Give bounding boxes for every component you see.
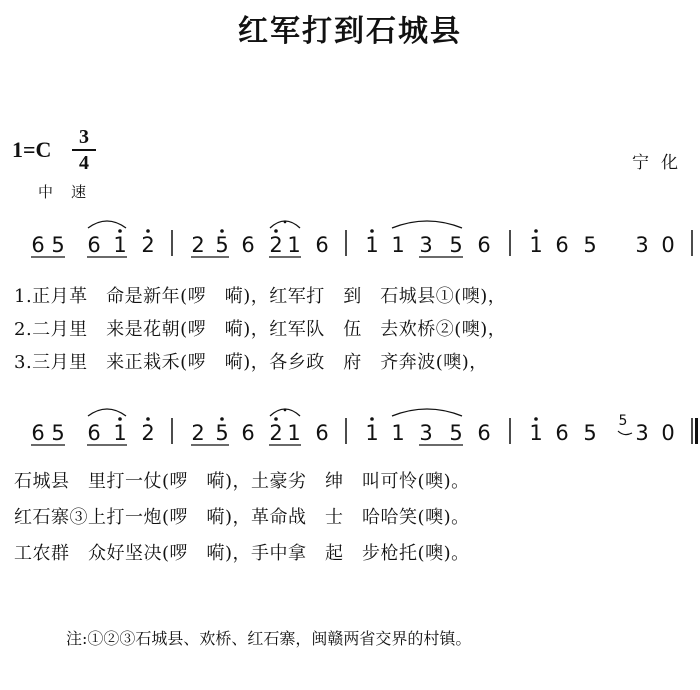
time-signature-bottom: 4 <box>79 152 89 174</box>
note: 2 <box>191 233 205 257</box>
note: 0 <box>661 421 675 445</box>
note: 5 <box>215 421 229 445</box>
note: 1 <box>287 421 301 445</box>
note: 5 <box>51 233 65 257</box>
note: 6 <box>241 233 255 257</box>
note: 1 <box>529 421 543 445</box>
octave-dot <box>118 229 122 233</box>
key-signature: 1=C <box>12 137 52 162</box>
octave-dot <box>534 417 538 421</box>
note: 1 <box>113 421 127 445</box>
note: 5 <box>583 233 597 257</box>
note: 1 <box>365 233 379 257</box>
octave-dot <box>370 229 374 233</box>
slur <box>392 409 462 416</box>
note: 1 <box>365 421 379 445</box>
grace-note: 5 <box>618 413 628 429</box>
slur <box>392 221 462 228</box>
octave-dot <box>534 229 538 233</box>
note: 6 <box>477 421 491 445</box>
octave-dot <box>146 417 150 421</box>
slur <box>88 409 126 416</box>
note: 5 <box>51 421 65 445</box>
octave-dot <box>220 417 224 421</box>
octave-dot <box>220 229 224 233</box>
tempo-marking: 中速 <box>38 183 105 201</box>
note: 6 <box>31 421 45 445</box>
note: 3 <box>635 233 649 257</box>
note: 2 <box>141 233 155 257</box>
note: 5 <box>449 233 463 257</box>
note: 1 <box>287 233 301 257</box>
note: 5 <box>449 421 463 445</box>
lyric-line: 工农群 众好坚决(啰 嗬)，手中拿 起 步枪托(噢)。 <box>14 543 470 564</box>
lyric-line: 1.正月革 命是新年(啰 嗬)，红军打 到 石城县①(噢)， <box>14 286 507 307</box>
note: 3 <box>419 233 433 257</box>
song-title: 红军打到石城县 <box>238 14 462 49</box>
note: 1 <box>529 233 543 257</box>
octave-dot <box>274 417 278 421</box>
grace-slur <box>618 431 632 435</box>
note: 2 <box>191 421 205 445</box>
note: 3 <box>635 421 649 445</box>
note: 1 <box>391 421 405 445</box>
fermata-dot <box>284 221 287 224</box>
note: 6 <box>87 421 101 445</box>
octave-dot <box>370 417 374 421</box>
time-signature-top: 3 <box>79 126 89 148</box>
fermata-dot <box>284 409 287 412</box>
note: 6 <box>241 421 255 445</box>
note: 3 <box>419 421 433 445</box>
lyric-line: 红石寨③上打一炮(啰 嗬)，革命战 士 哈哈笑(噢)。 <box>14 507 470 528</box>
composer-credit: 宁化 <box>632 153 690 173</box>
note: 6 <box>31 233 45 257</box>
note: 5 <box>215 233 229 257</box>
lyric-line: 2.二月里 来是花朝(啰 嗬)，红军队 伍 去欢桥②(噢)， <box>14 319 507 340</box>
note: 6 <box>87 233 101 257</box>
final-barline <box>695 418 698 444</box>
note: 2 <box>141 421 155 445</box>
octave-dot <box>274 229 278 233</box>
note: 0 <box>661 233 675 257</box>
footnote: 注:①②③石城县、欢桥、红石寨，闽赣两省交界的村镇。 <box>66 629 472 648</box>
note: 2 <box>269 233 283 257</box>
note: 5 <box>583 421 597 445</box>
note: 6 <box>555 421 569 445</box>
note: 6 <box>315 421 329 445</box>
lyric-line: 石城县 里打一仗(啰 嗬)，土豪劣 绅 叫可怜(噢)。 <box>14 471 470 492</box>
note: 1 <box>113 233 127 257</box>
note: 1 <box>391 233 405 257</box>
note: 6 <box>555 233 569 257</box>
octave-dot <box>118 417 122 421</box>
lyric-line: 3.三月里 来正栽禾(啰 嗬)，各乡政 府 齐奔波(噢)， <box>14 352 488 373</box>
note: 6 <box>477 233 491 257</box>
slur <box>88 221 126 228</box>
note: 6 <box>315 233 329 257</box>
octave-dot <box>146 229 150 233</box>
note: 2 <box>269 421 283 445</box>
